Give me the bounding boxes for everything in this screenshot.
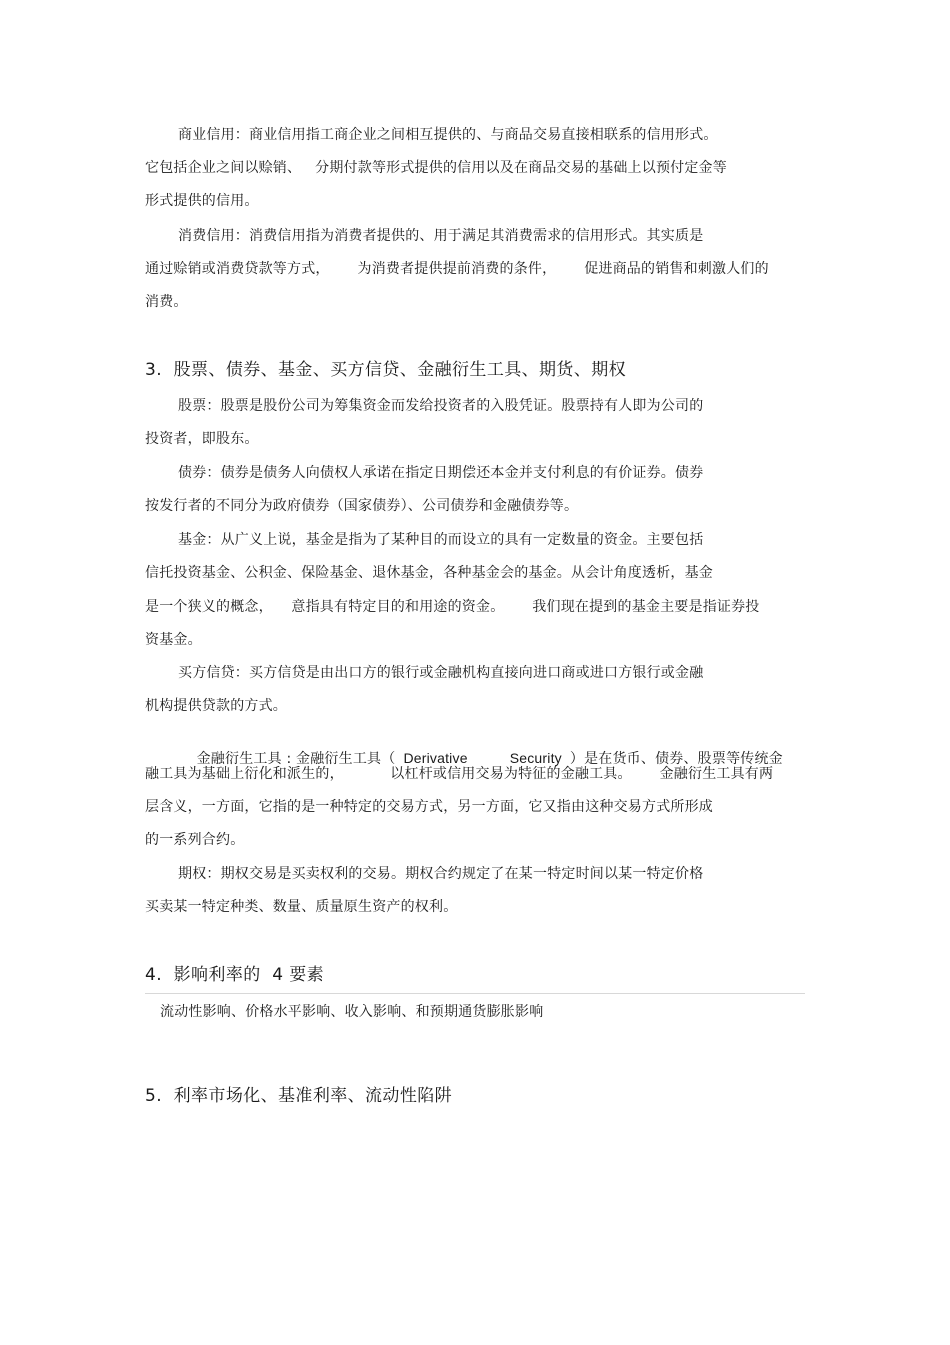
option-line-2: 买卖某一特定种类、数量、质量原生资产的权利。 xyxy=(145,899,458,915)
bond-line-1: 债券：债券是债务人向债权人承诺在指定日期偿还本金并支付利息的有价证券。债券 xyxy=(178,465,704,481)
derivative-line-3: 层含义，一方面，它指的是一种特定的交易方式，另一方面，它又指由这种交易方式所形成 xyxy=(145,799,713,815)
derivative-line-2: 融工具为基础上衍化和派生的， 以杠杆或信用交易为特征的金融工具。 金融衍生工具有两 xyxy=(145,766,774,782)
fund-line-4: 资基金。 xyxy=(145,632,202,648)
fund-line-2: 信托投资基金、公积金、保险基金、退休基金，各种基金会的基金。从会计角度透析，基金 xyxy=(145,565,713,581)
commercial-credit-line-3: 形式提供的信用。 xyxy=(145,193,259,209)
section-4-body: 流动性影响、价格水平影响、收入影响、和预期通货膨胀影响 xyxy=(160,1004,544,1020)
buyer-credit-line-1: 买方信贷：买方信贷是由出口方的银行或金融机构直接向进口商或进口方银行或金融 xyxy=(178,665,704,681)
stock-line-1: 股票：股票是股份公司为筹集资金而发给投资者的入股凭证。股票持有人即为公司的 xyxy=(178,398,704,414)
derivative-term-word-2: Security xyxy=(509,750,562,766)
option-line-1: 期权：期权交易是买卖权利的交易。期权合约规定了在某一特定时间以某一特定价格 xyxy=(178,866,704,882)
fund-line-1: 基金：从广义上说，基金是指为了某种目的而设立的具有一定数量的资金。主要包括 xyxy=(178,532,704,548)
section-5-heading: 5. 利率市场化、基准利率、流动性陷阱 xyxy=(145,1086,453,1106)
consumer-credit-line-2: 通过赊销或消费贷款等方式， 为消费者提供提前消费的条件， 促进商品的销售和刺激人们的 xyxy=(145,261,769,277)
consumer-credit-line-1: 消费信用：消费信用指为消费者提供的、用于满足其消费需求的信用形式。其实质是 xyxy=(178,228,704,244)
bond-line-2: 按发行者的不同分为政府债券（国家债券）、公司债券和金融债券等。 xyxy=(145,498,579,514)
section-4-heading: 4. 影响利率的 4 要素 xyxy=(145,965,325,985)
section-3-heading: 3. 股票、债券、基金、买方信贷、金融衍生工具、期货、期权 xyxy=(145,360,627,380)
fund-line-3: 是一个狭义的概念， 意指具有特定目的和用途的资金。 我们现在提到的基金主要是指证券投 xyxy=(145,599,760,615)
derivative-line-1-suffix: ）是在货币、债券、股票等传统金 xyxy=(569,751,783,767)
commercial-credit-line-1: 商业信用：商业信用指工商企业之间相互提供的、与商品交易直接相联系的信用形式。 xyxy=(178,127,718,143)
commercial-credit-line-2: 它包括企业之间以赊销、 分期付款等形式提供的信用以及在商品交易的基础上以预付定金等 xyxy=(145,160,727,176)
derivative-line-1-prefix: 金融衍生工具 : 金融衍生工具（ xyxy=(196,751,396,767)
stock-line-2: 投资者，即股东。 xyxy=(145,431,259,447)
derivative-line-4: 的一系列合约。 xyxy=(145,832,245,848)
buyer-credit-line-2: 机构提供贷款的方式。 xyxy=(145,698,287,714)
section-4-divider xyxy=(145,993,805,994)
derivative-term-word-1: Derivative xyxy=(403,750,468,766)
consumer-credit-line-3: 消费。 xyxy=(145,294,188,310)
